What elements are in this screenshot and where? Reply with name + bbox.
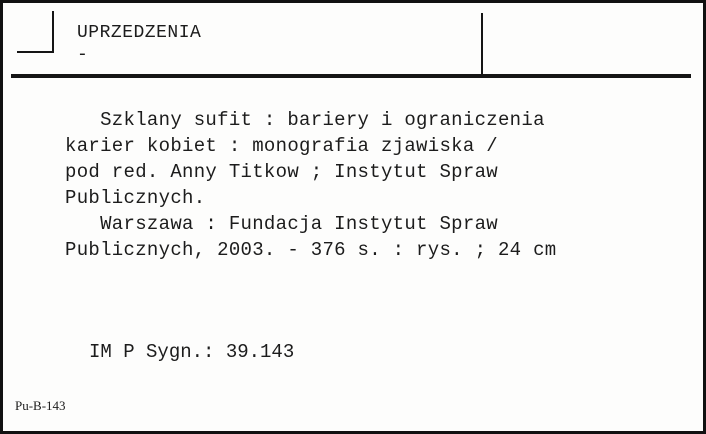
shelf-signature: IM P Sygn.: 39.143	[89, 341, 295, 363]
header-rule	[11, 74, 691, 78]
card-code: Pu-B-143	[15, 398, 66, 413]
record-line-editor: pod red. Anny Titkow ; Instytut Spraw	[65, 161, 498, 183]
subject-heading: UPRZEDZENIA	[77, 23, 202, 43]
corner-bracket-vertical	[52, 11, 54, 53]
corner-bracket-horizontal	[17, 51, 54, 53]
header-divider	[481, 13, 483, 75]
record-line-institution: Publicznych.	[65, 187, 206, 209]
record-line-publisher: Warszawa : Fundacja Instytut Spraw	[65, 213, 498, 235]
record-line-imprint: Publicznych, 2003. - 376 s. : rys. ; 24 cm	[65, 239, 557, 261]
record-line-title: Szklany sufit : bariery i ograniczenia	[65, 109, 545, 131]
subject-dash: -	[77, 45, 88, 65]
record-line-subtitle: karier kobiet : monografia zjawiska /	[65, 135, 498, 157]
